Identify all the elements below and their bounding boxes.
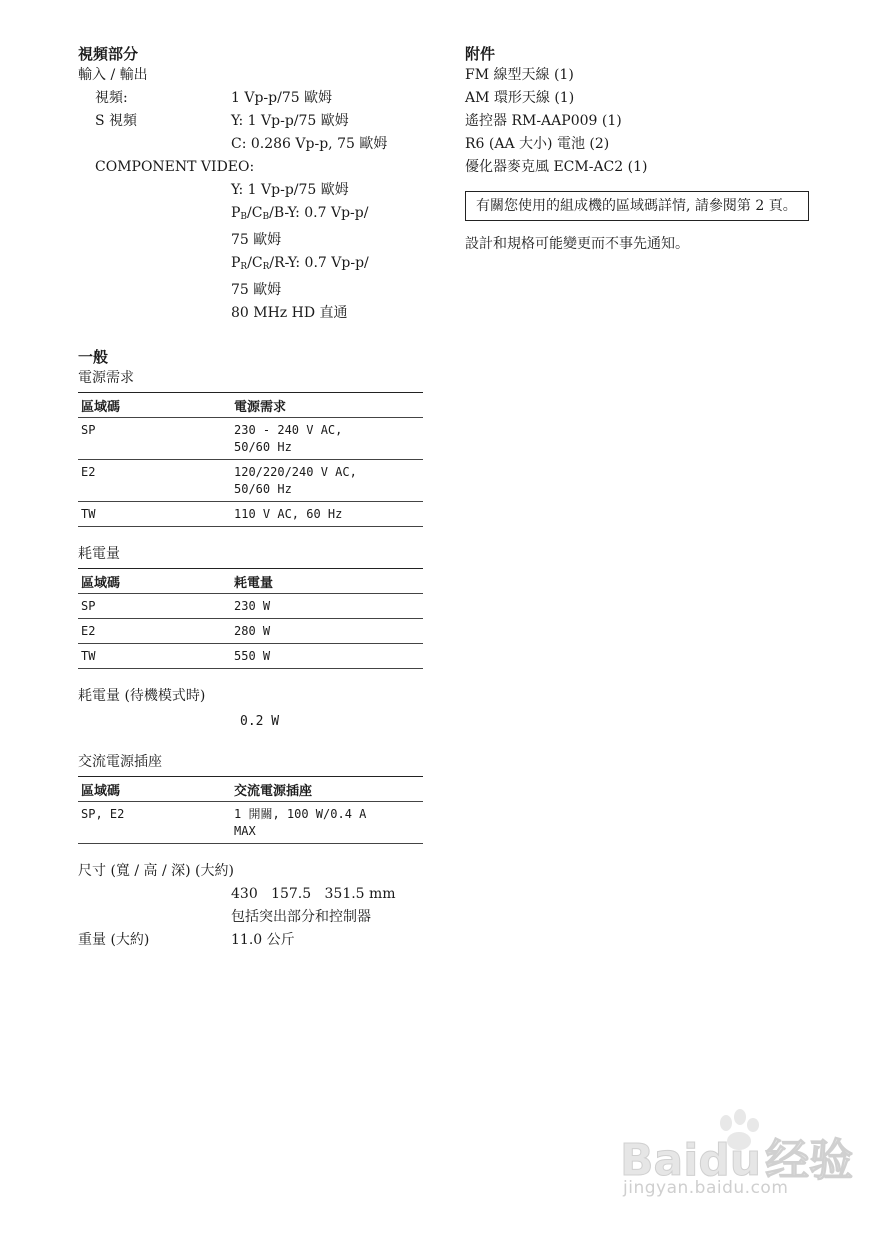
table-cell: SP [78,418,231,460]
table-cell: 230 - 240 V AC, 50/60 Hz [231,418,423,460]
accessory-item: 優化器麥克風 ECM-AC2 (1) [465,159,648,175]
comp-pr-p: P [231,255,241,271]
table-header-row [78,393,423,418]
svideo-y: Y: 1 Vp-p/75 歐姆 [231,113,349,129]
svideo-label: S 視頻 [95,113,138,129]
weight-row [78,929,424,952]
standby-label: 耗電量 (待機模式時) [78,688,206,704]
table-row [78,594,423,619]
watermark-url: jingyan.baidu.com [623,1178,789,1198]
video-value: 1 Vp-p/75 歐姆 [231,90,333,106]
column-header: 區域碼 [78,777,231,802]
disclaimer: 設計和規格可能變更而不事先通知。 [465,236,689,252]
table-cell: SP [78,594,231,619]
standby-value: 0.2 W [240,714,280,729]
region-code-note-box: 有關您使用的組成機的區域碼詳情, 請參閱第 2 頁。 [465,191,809,221]
comp-pb-unit: 75 歐姆 [231,232,282,248]
table-row [78,418,423,460]
table-cell: 280 W [231,619,423,644]
weight-label: 重量 (大約) [78,932,150,948]
table-cell: 120/220/240 V AC, 50/60 Hz [231,460,423,502]
accessories-heading: 附件 [465,45,496,63]
table-cell: TW [78,502,231,527]
video-row [78,87,424,110]
accessory-item: 遙控器 RM-AAP009 (1) [465,113,622,129]
consumption-label: 耗電量 [78,546,120,562]
comp-pb [78,202,424,229]
dimensions-label: 尺寸 (寬 / 高 / 深) (大約) [78,863,234,879]
outlet-table [78,776,423,844]
dimensions-value: 430 157.5 351.5 mm [231,886,396,902]
comp-pb-suffix: /B-Y: 0.7 Vp-p/ [269,205,369,221]
column-header: 區域碼 [78,569,231,594]
outlet-label: 交流電源插座 [78,754,162,770]
accessory-item: AM 環形天線 (1) [465,90,575,106]
comp-pr [78,252,424,279]
table-row [78,460,423,502]
right-column [465,44,815,256]
comp-pb-sub2: B [262,212,270,222]
table-header-row [78,569,423,594]
table-row [78,802,423,844]
comp-y: Y: 1 Vp-p/75 歐姆 [231,182,349,198]
left-column [78,44,424,952]
table-cell: 110 V AC, 60 Hz [231,502,423,527]
general-heading: 一般 [78,348,109,366]
table-header-row [78,777,423,802]
table-cell: E2 [78,619,231,644]
comp-pr-suffix: /R-Y: 0.7 Vp-p/ [269,255,369,271]
consumption-table [78,568,423,669]
comp-hd: 80 MHz HD 直通 [231,305,348,321]
io-label: 輸入 / 輸出 [78,67,148,83]
comp-pr-sub2: R [262,262,270,272]
table-row [78,502,423,527]
comp-pb-p: P [231,205,241,221]
table-cell: 1 開關, 100 W/0.4 A MAX [231,802,423,844]
accessory-item: FM 線型天線 (1) [465,67,574,83]
column-header: 耗電量 [231,569,423,594]
table-row [78,619,423,644]
component-label: COMPONENT VIDEO: [95,159,255,175]
table-cell: E2 [78,460,231,502]
accessory-item: R6 (AA 大小) 電池 (2) [465,136,610,152]
power-req-table [78,392,423,527]
table-cell: 550 W [231,644,423,669]
column-header: 區域碼 [78,393,231,418]
table-cell: SP, E2 [78,802,231,844]
column-header: 交流電源插座 [231,777,423,802]
video-label: 視頻: [95,90,128,106]
comp-pr-sub1: R [240,262,248,272]
table-cell: TW [78,644,231,669]
table-cell: 230 W [231,594,423,619]
svideo-row [78,110,424,156]
table-row [78,644,423,669]
comp-pr-mid: /C [247,255,263,271]
svideo-value [231,110,424,156]
weight-value: 11.0 公斤 [231,932,295,948]
watermark-brand: Baidu经验 [620,1135,854,1186]
comp-pr-unit: 75 歐姆 [231,282,282,298]
comp-pb-mid: /C [247,205,263,221]
comp-pb-sub1: B [240,212,248,222]
dimensions-note: 包括突出部分和控制器 [231,909,371,925]
video-heading: 視頻部分 [78,45,139,63]
svideo-c: C: 0.286 Vp-p, 75 歐姆 [231,136,388,152]
column-header: 電源需求 [231,393,423,418]
power-req-label: 電源需求 [78,370,134,386]
